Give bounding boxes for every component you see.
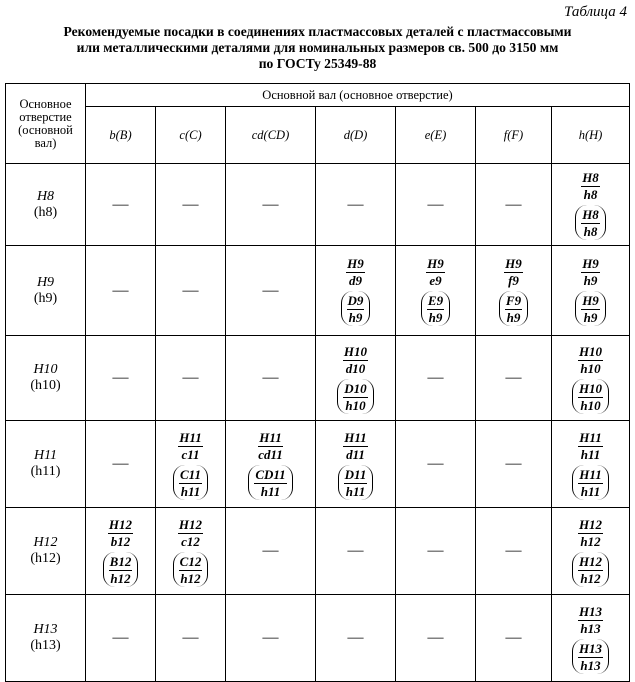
fit-cell bbox=[396, 508, 476, 595]
fraction-denominator: h9 bbox=[583, 310, 598, 325]
hole-label: H11 bbox=[33, 448, 58, 463]
fit-notation bbox=[103, 518, 139, 587]
fit-cell bbox=[226, 508, 316, 595]
fit-cell bbox=[156, 246, 226, 336]
header-row bbox=[6, 84, 630, 107]
fit-fraction bbox=[108, 518, 133, 549]
fit-fraction bbox=[578, 431, 602, 462]
fit-notation bbox=[248, 431, 292, 500]
column-header: b(B) bbox=[86, 107, 156, 164]
fit-cell bbox=[316, 246, 396, 336]
fraction-numerator: H10 bbox=[343, 343, 368, 359]
header-basic-hole: Основное отверстие (основной вал) bbox=[6, 84, 86, 164]
shaft-label: (h13) bbox=[30, 638, 61, 653]
fraction-numerator: H13 bbox=[578, 603, 603, 619]
fraction-numerator: H11 bbox=[579, 466, 602, 482]
fraction-numerator: H9 bbox=[582, 293, 599, 308]
fit-cell bbox=[316, 164, 396, 246]
fit-cell bbox=[476, 595, 552, 682]
shaft-label: (h12) bbox=[30, 551, 61, 566]
table-row bbox=[6, 246, 630, 336]
row-header bbox=[6, 246, 86, 336]
hole-label: H9 bbox=[36, 274, 55, 290]
fit-cell bbox=[552, 246, 630, 336]
fit-alt-fraction bbox=[581, 208, 600, 239]
shaft-label: (h8) bbox=[33, 204, 58, 220]
fit-cell bbox=[316, 421, 396, 508]
fit-cell bbox=[86, 508, 156, 595]
fraction-denominator: h13 bbox=[580, 657, 601, 673]
table-row bbox=[6, 164, 630, 246]
fraction-numerator: H11 bbox=[344, 429, 367, 445]
fit-notation bbox=[337, 345, 373, 414]
fit-alternative bbox=[499, 291, 528, 326]
fit-cell bbox=[86, 336, 156, 421]
dash-mark: — bbox=[262, 369, 279, 386]
shaft-label: (h11) bbox=[30, 464, 61, 479]
fraction-numerator: H11 bbox=[579, 429, 602, 445]
fraction-numerator: H12 bbox=[108, 516, 133, 532]
fit-alternative bbox=[572, 639, 609, 674]
fit-cell bbox=[476, 164, 552, 246]
fit-alt-fraction bbox=[179, 555, 203, 586]
fit-notation bbox=[572, 518, 609, 587]
fit-cell bbox=[156, 164, 226, 246]
fraction-numerator: D11 bbox=[344, 466, 367, 482]
fit-cell bbox=[86, 595, 156, 682]
fits-table bbox=[5, 83, 630, 682]
hole-label: H13 bbox=[33, 622, 58, 637]
fraction-denominator: h11 bbox=[345, 483, 366, 499]
hole-label: H10 bbox=[33, 362, 58, 377]
fit-cell bbox=[156, 421, 226, 508]
fit-fraction bbox=[343, 345, 368, 376]
fraction-denominator: h8 bbox=[583, 187, 598, 202]
dash-mark: — bbox=[427, 629, 444, 646]
fit-alternative bbox=[173, 552, 209, 587]
table-caption bbox=[0, 24, 635, 72]
fraction-denominator: h8 bbox=[583, 224, 598, 239]
fit-alt-fraction bbox=[578, 382, 603, 413]
dash-mark: — bbox=[427, 455, 444, 472]
fit-cell bbox=[226, 595, 316, 682]
dash-mark: — bbox=[505, 629, 522, 646]
fit-notation bbox=[575, 171, 606, 240]
fit-alternative bbox=[337, 379, 373, 414]
fraction-numerator: H9 bbox=[427, 256, 444, 271]
fit-alt-fraction bbox=[427, 294, 444, 325]
dash-mark: — bbox=[112, 369, 129, 386]
fraction-denominator: h9 bbox=[348, 310, 363, 325]
dash-mark: — bbox=[347, 542, 364, 559]
dash-mark: — bbox=[347, 629, 364, 646]
dash-mark: — bbox=[262, 195, 279, 213]
fit-alt-fraction bbox=[109, 555, 133, 586]
fraction-denominator: cd11 bbox=[258, 446, 283, 462]
fit-cell bbox=[226, 164, 316, 246]
fit-fraction bbox=[346, 257, 365, 288]
dash-mark: — bbox=[262, 542, 279, 559]
fraction-denominator: h10 bbox=[345, 397, 366, 413]
fraction-numerator: CD11 bbox=[255, 466, 286, 482]
fraction-numerator: D10 bbox=[344, 380, 367, 396]
shaft-label: (h9) bbox=[33, 290, 58, 306]
fraction-denominator: h13 bbox=[580, 620, 601, 636]
fraction-numerator: H8 bbox=[582, 170, 599, 185]
dash-mark: — bbox=[182, 629, 199, 646]
fit-alt-fraction bbox=[578, 468, 602, 499]
dash-mark: — bbox=[262, 281, 279, 299]
fits-table-body bbox=[6, 164, 630, 682]
fit-fraction bbox=[578, 345, 603, 376]
dash-mark: — bbox=[112, 195, 129, 213]
fraction-denominator: h12 bbox=[110, 570, 131, 586]
dash-mark: — bbox=[505, 542, 522, 559]
dash-mark: — bbox=[427, 195, 444, 213]
table-row bbox=[6, 595, 630, 682]
column-header: h(H) bbox=[552, 107, 630, 164]
fit-fraction bbox=[343, 431, 367, 462]
fit-alternative bbox=[421, 291, 450, 326]
fraction-numerator: H8 bbox=[582, 207, 599, 222]
fit-cell bbox=[156, 336, 226, 421]
fit-cell bbox=[86, 421, 156, 508]
table-number: Таблица 4 bbox=[564, 4, 627, 20]
fraction-denominator: e9 bbox=[429, 273, 442, 288]
fraction-denominator: c11 bbox=[181, 446, 200, 462]
fit-cell bbox=[552, 508, 630, 595]
dash-mark: — bbox=[112, 455, 129, 472]
fit-notation bbox=[338, 431, 374, 500]
fraction-denominator: b12 bbox=[110, 533, 131, 549]
fit-cell bbox=[476, 508, 552, 595]
fit-alt-fraction bbox=[344, 468, 368, 499]
fit-notation bbox=[173, 431, 208, 500]
fit-fraction bbox=[504, 257, 523, 288]
dash-mark: — bbox=[427, 542, 444, 559]
fraction-denominator: h9 bbox=[583, 273, 598, 288]
fit-fraction bbox=[581, 171, 600, 202]
subheader-row bbox=[6, 107, 630, 164]
dash-mark: — bbox=[182, 195, 199, 213]
row-header bbox=[6, 336, 86, 421]
fraction-denominator: h10 bbox=[580, 397, 601, 413]
fit-alt-fraction bbox=[347, 294, 365, 325]
fraction-numerator: E9 bbox=[427, 293, 444, 308]
fit-notation bbox=[341, 257, 371, 326]
fit-cell bbox=[552, 421, 630, 508]
fraction-numerator: C11 bbox=[180, 466, 201, 482]
fit-fraction bbox=[581, 257, 600, 288]
caption-line: по ГОСТу 25349-88 bbox=[258, 56, 377, 71]
fraction-denominator: h12 bbox=[580, 533, 601, 549]
fit-cell bbox=[226, 246, 316, 336]
fraction-denominator: f9 bbox=[508, 273, 519, 288]
dash-mark: — bbox=[505, 369, 522, 386]
fit-notation bbox=[575, 257, 606, 326]
fit-cell bbox=[396, 164, 476, 246]
fit-alternative bbox=[575, 291, 606, 326]
fraction-numerator: D9 bbox=[347, 293, 364, 308]
dash-mark: — bbox=[505, 195, 522, 213]
fit-cell bbox=[86, 246, 156, 336]
fraction-numerator: H9 bbox=[582, 256, 599, 271]
fit-alternative bbox=[572, 465, 608, 500]
dash-mark: — bbox=[182, 281, 199, 299]
fraction-numerator: F9 bbox=[505, 293, 522, 308]
fit-alt-fraction bbox=[179, 468, 202, 499]
fraction-numerator: H12 bbox=[578, 553, 603, 569]
fit-alt-fraction bbox=[578, 642, 603, 673]
fraction-numerator: H10 bbox=[578, 343, 603, 359]
dash-mark: — bbox=[347, 195, 364, 213]
fit-cell bbox=[226, 336, 316, 421]
dash-mark: — bbox=[112, 629, 129, 646]
fit-fraction bbox=[178, 518, 203, 549]
fit-alt-fraction bbox=[254, 468, 286, 499]
fraction-numerator: B12 bbox=[109, 553, 132, 569]
fraction-numerator: H12 bbox=[178, 516, 203, 532]
fit-fraction bbox=[426, 257, 445, 288]
dash-mark: — bbox=[262, 629, 279, 646]
fit-alternative bbox=[103, 552, 139, 587]
dash-mark: — bbox=[112, 281, 129, 299]
fit-alternative bbox=[572, 552, 609, 587]
fraction-denominator: h9 bbox=[506, 310, 521, 325]
fit-cell bbox=[552, 336, 630, 421]
hole-label: H12 bbox=[33, 535, 58, 550]
column-header: d(D) bbox=[316, 107, 396, 164]
row-header bbox=[6, 595, 86, 682]
fit-cell bbox=[476, 421, 552, 508]
fit-cell bbox=[476, 336, 552, 421]
dash-mark: — bbox=[182, 369, 199, 386]
caption-line: Рекомендуемые посадки в соединениях пластмассовых деталей с пластмассовыми bbox=[63, 24, 572, 39]
fraction-denominator: h12 bbox=[180, 570, 201, 586]
fraction-numerator: H11 bbox=[259, 429, 282, 445]
fit-cell bbox=[396, 595, 476, 682]
fit-cell bbox=[86, 164, 156, 246]
dash-mark: — bbox=[505, 455, 522, 472]
fraction-numerator: H9 bbox=[347, 256, 364, 271]
fit-alternative bbox=[572, 379, 609, 414]
table-row bbox=[6, 336, 630, 421]
fraction-denominator: h9 bbox=[428, 310, 443, 325]
fit-cell bbox=[396, 421, 476, 508]
column-header: c(C) bbox=[156, 107, 226, 164]
fit-cell bbox=[156, 595, 226, 682]
fraction-denominator: h11 bbox=[180, 483, 201, 499]
table-row bbox=[6, 508, 630, 595]
fit-cell bbox=[316, 508, 396, 595]
row-header bbox=[6, 421, 86, 508]
fit-notation bbox=[572, 431, 608, 500]
fit-cell bbox=[476, 246, 552, 336]
fraction-denominator: c12 bbox=[181, 533, 200, 549]
fraction-numerator: H12 bbox=[578, 516, 603, 532]
fit-cell bbox=[396, 336, 476, 421]
fit-cell bbox=[156, 508, 226, 595]
fit-alt-fraction bbox=[505, 294, 522, 325]
fraction-numerator: H9 bbox=[505, 256, 522, 271]
fraction-denominator: h10 bbox=[580, 360, 601, 376]
fit-cell bbox=[316, 336, 396, 421]
fraction-numerator: H10 bbox=[578, 380, 603, 396]
fit-cell bbox=[396, 246, 476, 336]
table-row bbox=[6, 421, 630, 508]
caption-line: или металлическими деталями для номинальных размеров св. 500 до 3150 мм bbox=[76, 40, 559, 55]
fit-alternative bbox=[248, 465, 292, 500]
hole-label: H8 bbox=[36, 188, 55, 204]
column-header: cd(CD) bbox=[226, 107, 316, 164]
fit-alt-fraction bbox=[343, 382, 367, 413]
fraction-denominator: d9 bbox=[348, 273, 362, 288]
fraction-denominator: d10 bbox=[345, 360, 366, 376]
fraction-denominator: h11 bbox=[580, 446, 601, 462]
fit-cell bbox=[316, 595, 396, 682]
fraction-denominator: h11 bbox=[260, 483, 281, 499]
fit-fraction bbox=[578, 605, 603, 636]
fit-notation bbox=[499, 257, 528, 326]
fraction-denominator: d11 bbox=[346, 446, 365, 462]
fit-notation bbox=[572, 605, 609, 674]
fit-notation bbox=[173, 518, 209, 587]
fit-fraction bbox=[257, 431, 284, 462]
row-header bbox=[6, 164, 86, 246]
fit-alternative bbox=[173, 465, 208, 500]
shaft-label: (h10) bbox=[30, 378, 61, 393]
fit-notation bbox=[572, 345, 609, 414]
fit-alt-fraction bbox=[578, 555, 603, 586]
fit-cell bbox=[552, 164, 630, 246]
fraction-numerator: H11 bbox=[179, 429, 202, 445]
fit-alt-fraction bbox=[581, 294, 600, 325]
fraction-numerator: C12 bbox=[179, 553, 202, 569]
fit-alternative bbox=[575, 205, 606, 240]
fraction-denominator: h11 bbox=[580, 483, 601, 499]
fit-cell bbox=[552, 595, 630, 682]
fit-alternative bbox=[341, 291, 371, 326]
dash-mark: — bbox=[427, 369, 444, 386]
fit-fraction bbox=[578, 518, 603, 549]
row-header bbox=[6, 508, 86, 595]
fraction-numerator: H13 bbox=[578, 640, 603, 656]
column-header: f(F) bbox=[476, 107, 552, 164]
fit-cell bbox=[226, 421, 316, 508]
column-header: e(E) bbox=[396, 107, 476, 164]
fit-fraction bbox=[178, 431, 202, 462]
fit-notation bbox=[421, 257, 450, 326]
header-basic-shaft: Основной вал (основное отверстие) bbox=[86, 84, 630, 107]
fit-alternative bbox=[338, 465, 374, 500]
fraction-denominator: h12 bbox=[580, 570, 601, 586]
